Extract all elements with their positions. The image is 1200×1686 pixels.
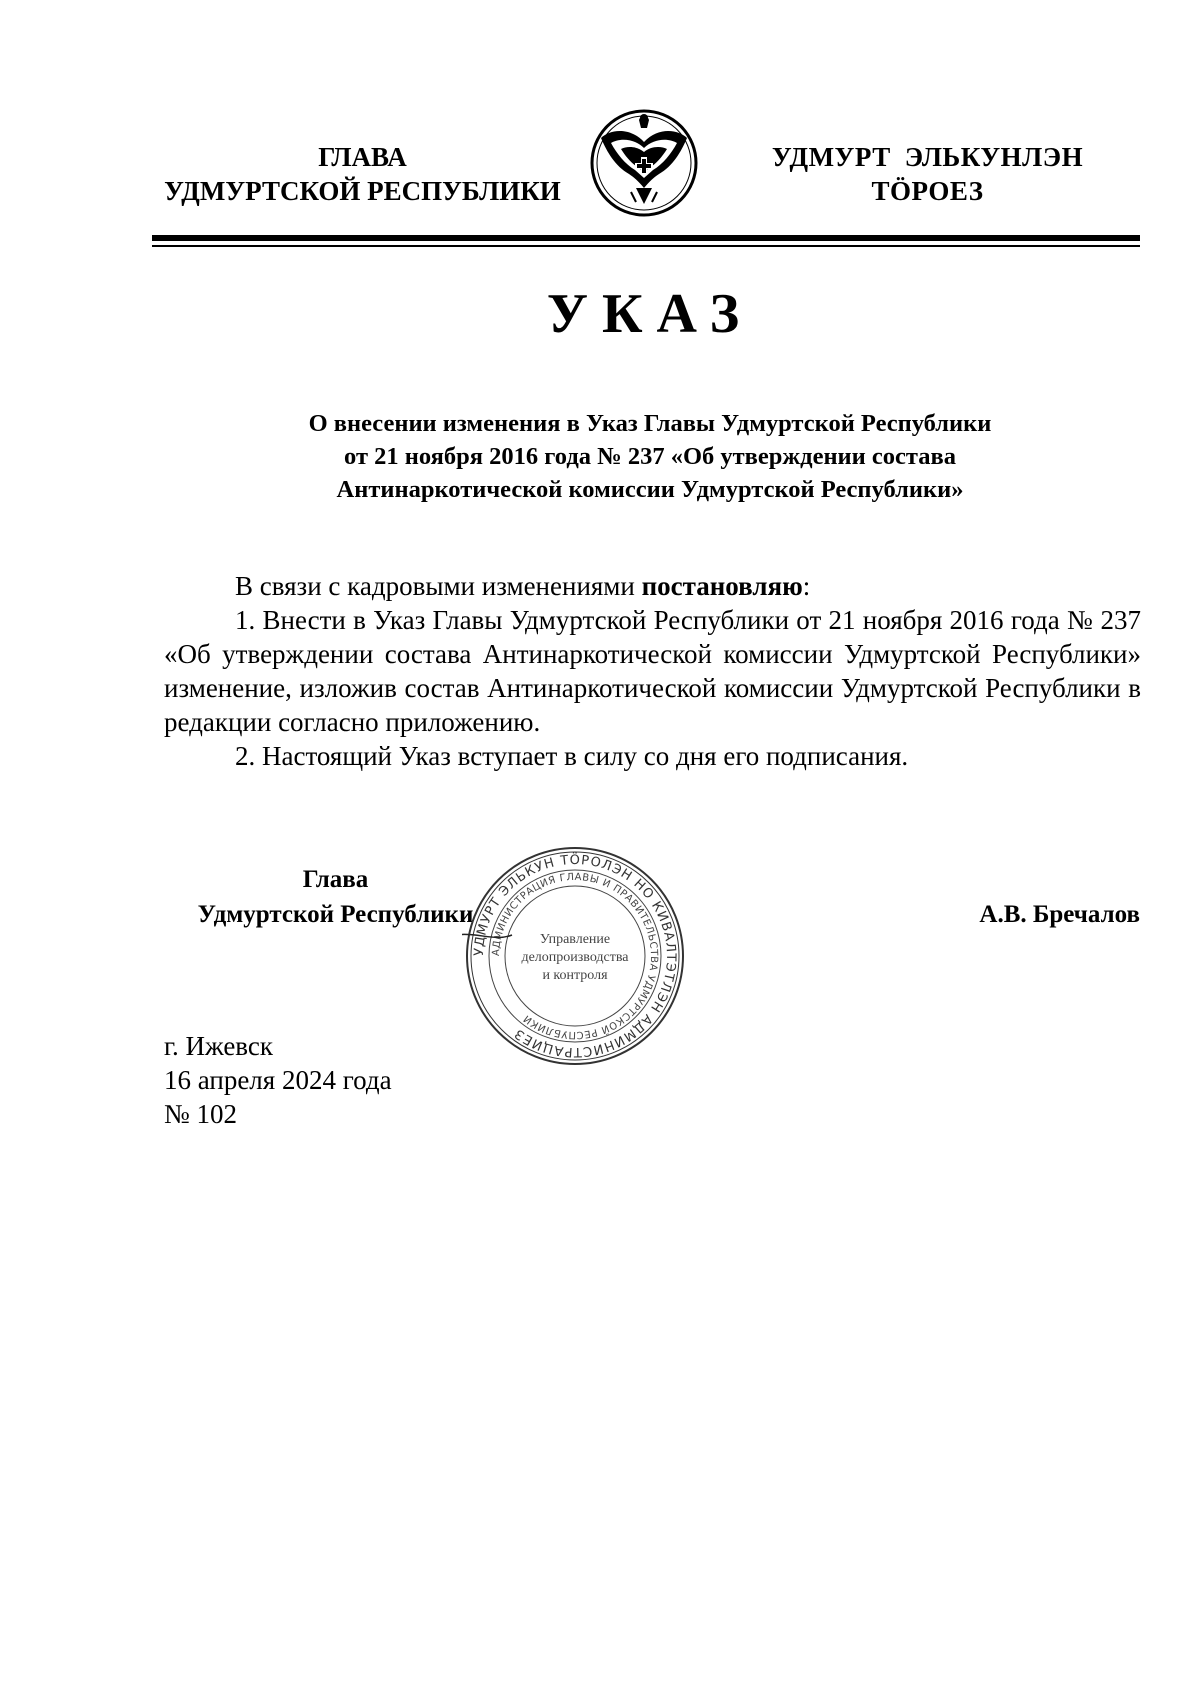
body-intro-paragraph bbox=[164, 569, 1141, 603]
document-subject bbox=[200, 407, 1100, 506]
document-meta bbox=[164, 1029, 392, 1131]
header-left-line2: УДМУРТСКОЙ РЕСПУБЛИКИ bbox=[164, 176, 561, 206]
subject-line: Антинаркотической комиссии Удмуртской Республики» bbox=[336, 476, 964, 503]
signature-position bbox=[168, 862, 503, 932]
header-divider-thin bbox=[152, 245, 1140, 247]
header-right-line1 bbox=[750, 140, 1105, 174]
signature-position-line2: Удмуртской Республики bbox=[197, 901, 474, 928]
signature-name: А.В. Бречалов bbox=[979, 901, 1140, 928]
seal-middle-text: АДМИНИСТРАЦИЯ ГЛАВЫ И ПРАВИТЕЛЬСТВА УДМУРТСКОЙ РЕСПУБЛИКИ bbox=[490, 871, 660, 1041]
meta-date: 16 апреля 2024 года bbox=[164, 1065, 392, 1095]
header-right-word2: ЭЛЬКУНЛЭН bbox=[904, 142, 1084, 172]
meta-number: № 102 bbox=[164, 1099, 238, 1129]
meta-city: г. Ижевск bbox=[164, 1031, 274, 1061]
body-item-1: 1. Внести в Указ Главы Удмуртской Республики от 21 ноября 2016 года № 237 «Об утверждении состава Антинаркотической комиссии Удмуртской Республики» изменение, изложив состав Антинаркотической комиссии Удмуртской Республики в редакции согласно приложению. bbox=[164, 605, 1141, 737]
header-divider-thick bbox=[152, 235, 1140, 241]
document-body bbox=[164, 569, 1141, 773]
seal-outer-text: УДМУРТ ЭЛЬКУН ТӦРОЛЭН НО КИВАЛТЭТЛЭН АДМИНИСТРАЦИЕЗ bbox=[471, 852, 679, 1060]
header-right-line2: ТӦРОЕЗ bbox=[871, 176, 984, 206]
body-item-2: 2. Настоящий Указ вступает в силу со дня его подписания. bbox=[235, 741, 909, 771]
header-left-title bbox=[150, 140, 575, 208]
intro-bold-keyword: постановляю bbox=[641, 571, 803, 601]
header-left-line1: ГЛАВА bbox=[318, 142, 407, 172]
intro-colon: : bbox=[802, 571, 811, 601]
signature-position-line1: Глава bbox=[302, 866, 369, 893]
udmurt-coat-of-arms-icon bbox=[589, 108, 699, 218]
header-right-title bbox=[750, 140, 1105, 208]
document-title: УКАЗ bbox=[546, 283, 754, 345]
subject-line: О внесении изменения в Указ Главы Удмуртской Республики bbox=[308, 410, 992, 437]
subject-line: от 21 ноября 2016 года № 237 «Об утверждении состава bbox=[344, 443, 956, 470]
seal-center-line: Управление bbox=[539, 932, 611, 947]
header-right-word1: УДМУРТ bbox=[771, 142, 891, 172]
intro-text: В связи с кадровыми изменениями bbox=[235, 571, 642, 601]
seal-center-line: и контроля bbox=[542, 968, 608, 983]
official-seal-stamp bbox=[462, 843, 688, 1069]
seal-center-line: делопроизводства bbox=[521, 950, 629, 965]
